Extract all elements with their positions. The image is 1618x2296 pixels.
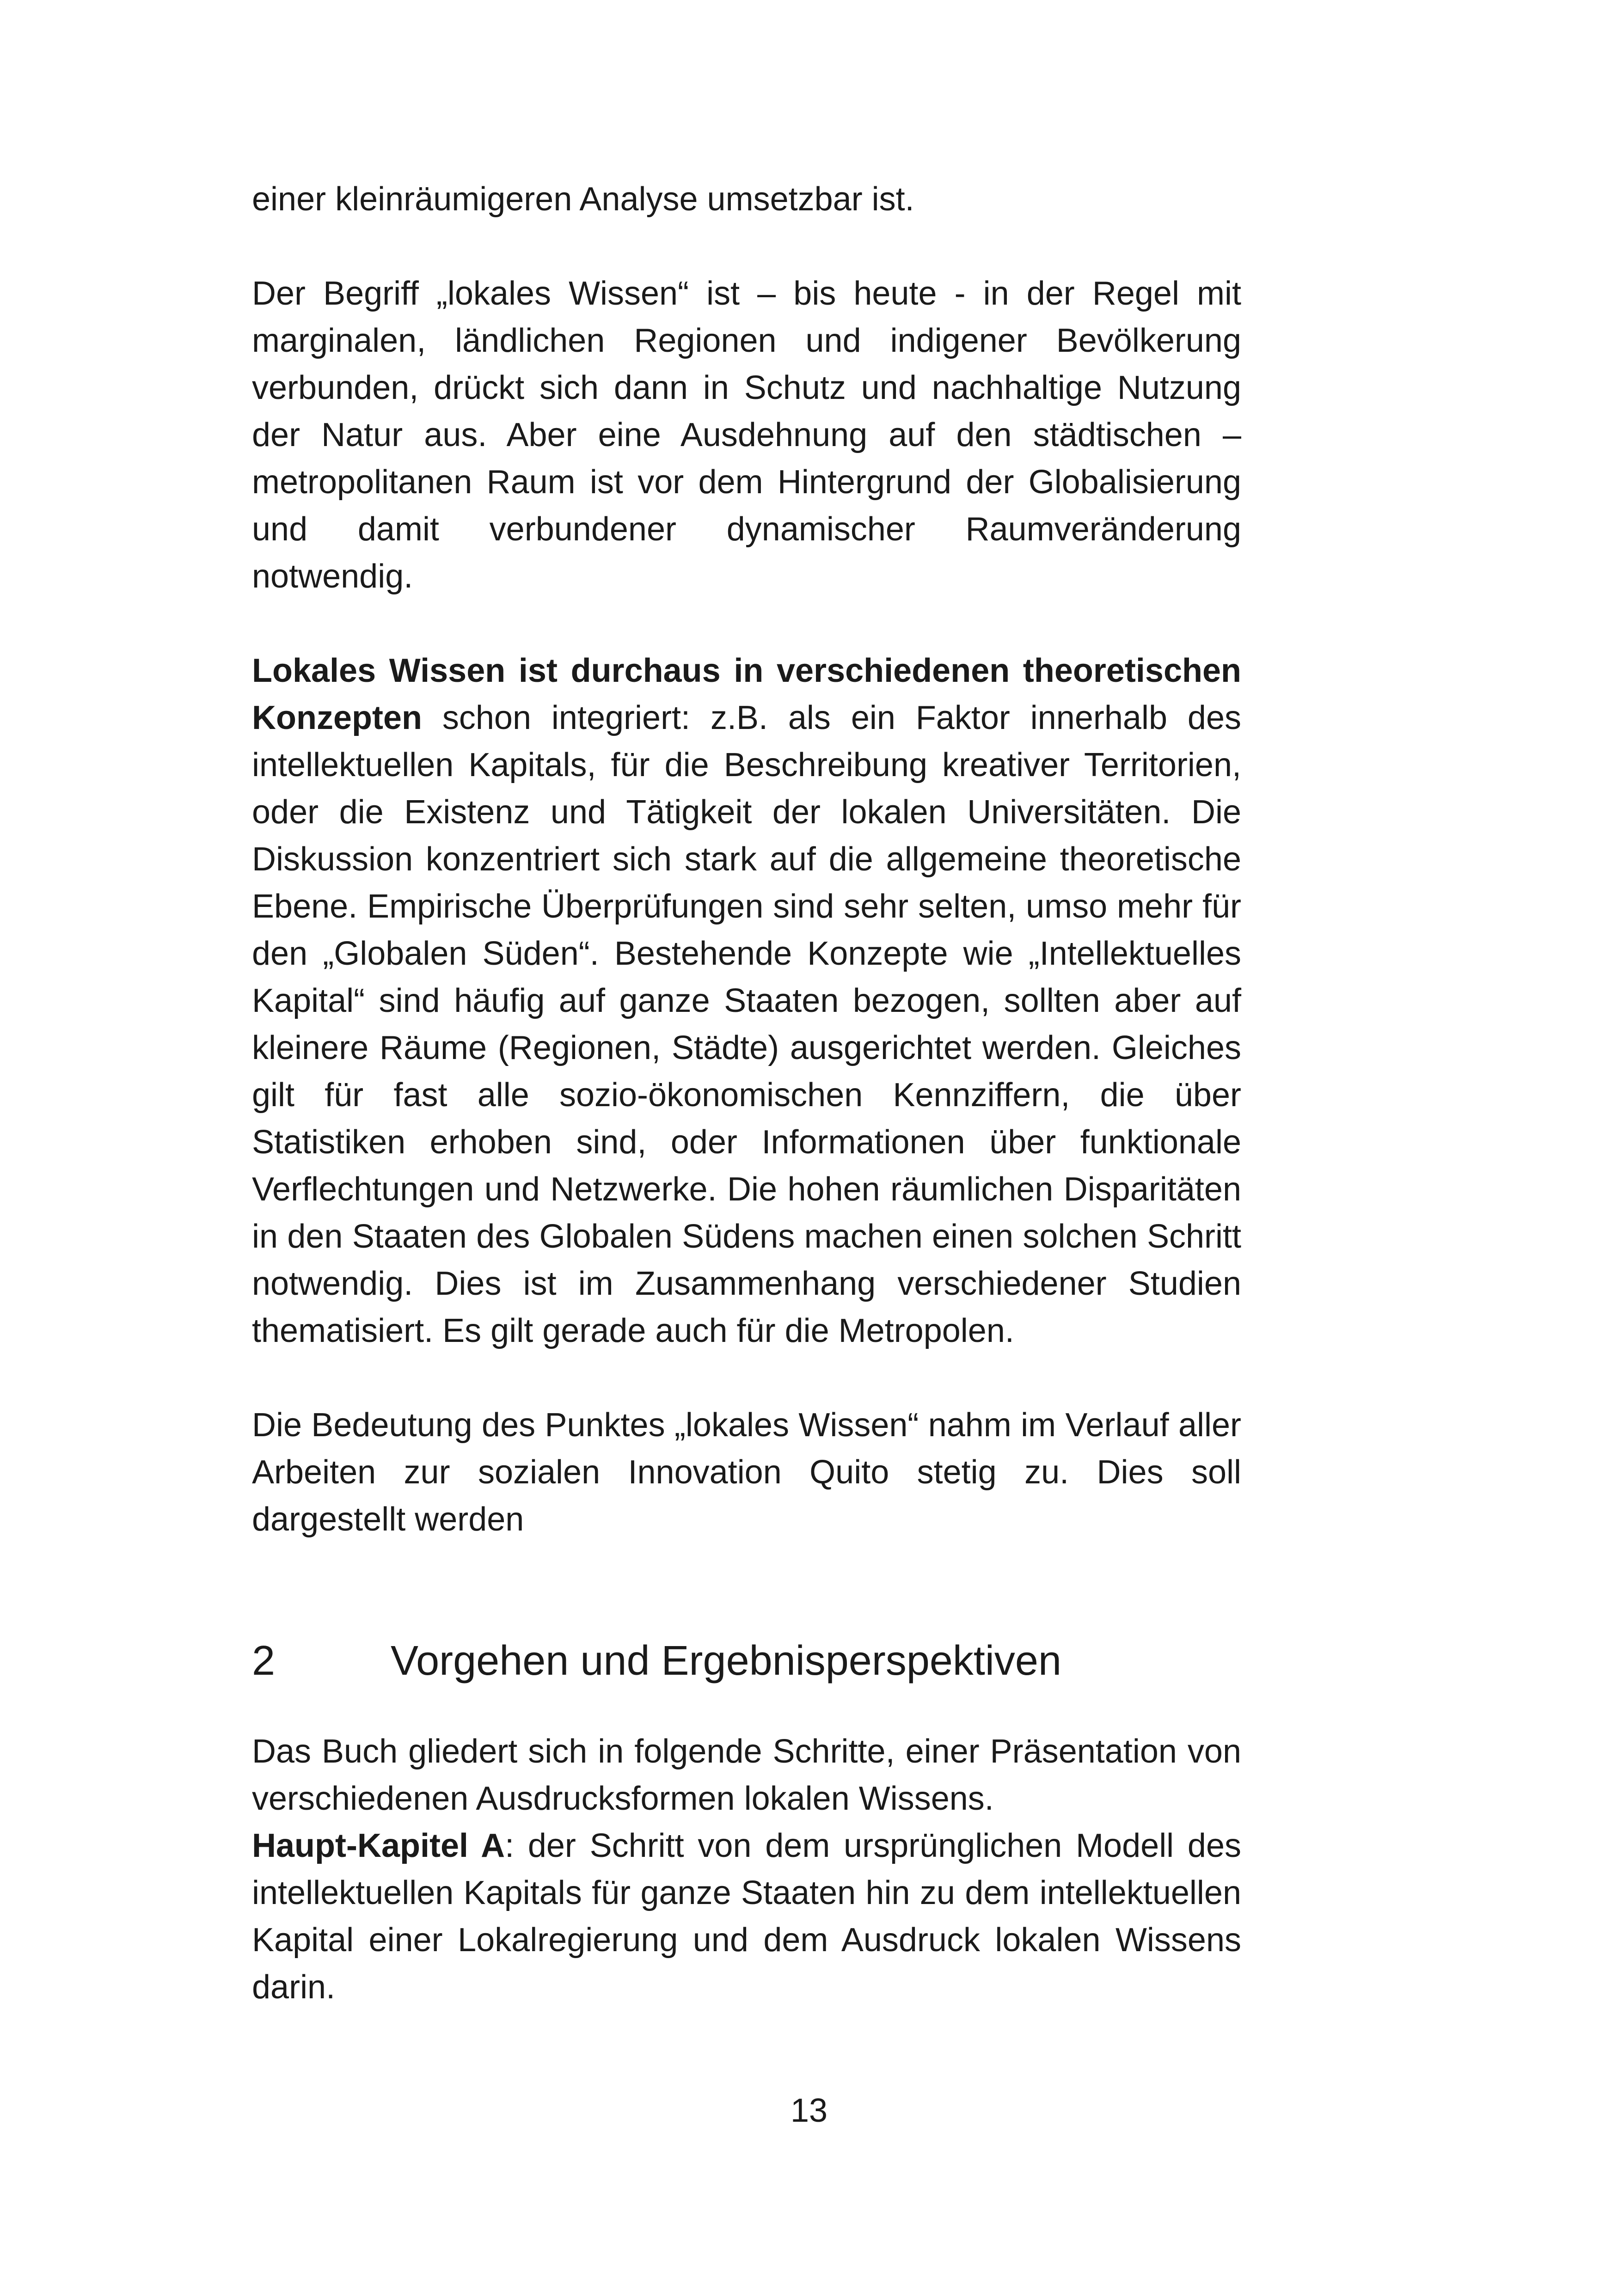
paragraph: Das Buch gliedert sich in folgende Schritte, einer Präsentation von verschiedenen Ausdrucksformen lokalen Wissens. [252,1733,1241,1817]
page-number: 13 [790,2092,828,2129]
paragraph: einer kleinräumigeren Analyse umsetzbar ist. [252,181,914,218]
paragraph [252,647,1241,1354]
paragraph: Der Begriff „lokales Wissen“ ist – bis heute - in der Regel mit marginalen, ländlichen Regionen und indigener Bevölkerung verbunden, drückt sich dann in Schutz und nachhaltige Nutzung der Natur aus. Aber eine Ausdehnung auf den städtischen – metropolitanen Raum ist vor dem Hintergrund der Globalisierung und damit verbundener dynamischer Raumveränderung notwendig. [252,275,1241,595]
section-heading [252,1631,1241,1691]
paragraph [252,1822,1241,2011]
section-number: 2 [252,1638,276,1684]
paragraph-text: schon integriert: z.B. als ein Faktor innerhalb des intellektuellen Kapitals, für die Beschreibung kreativer Territorien, oder die Existenz und Tätigkeit der lokalen Universitäten. Die Diskussion konzentriert sich stark auf die allgemeine theoretische Ebene. Empirische Überprüfungen sind sehr selten, umso mehr für den „Globalen Süden“. Bestehende Konzepte wie „Intellektuelles Kapital“ sind häufig auf ganze Staaten bezogen, sollten aber auf kleinere Räume (Regionen, Städte) ausgerichtet werden. Gleiches gilt für fast alle sozio-ökonomischen Kennziffern, die über Statistiken erhoben sind, oder Informationen über funktionale Verflechtungen und Netzwerke. Die hohen räumlichen Disparitäten in den Staaten des Globalen Südens machen einen solchen Schritt notwendig. Dies ist im Zusammenhang verschiedener Studien thematisiert. Es gilt gerade auch für die Metropolen. [252,699,1241,1349]
paragraph-text: : der Schritt von dem ursprünglichen Modell des intellektuellen Kapitals für ganze Staaten hin zu dem intellektuellen Kapital einer Lokalregierung und dem Ausdruck lokalen Wissens darin. [252,1827,1242,2006]
bold-lead-text: Haupt-Kapitel A [252,1827,505,1864]
bold-lead-text: Lokales Wissen ist durchaus in verschiedenen theoretischen Konzepten [252,652,1241,736]
page-body [252,176,1241,2011]
paragraph: Die Bedeutung des Punktes „lokales Wissen“ nahm im Verlauf aller Arbeiten zur sozialen Innovation Quito stetig zu. Dies soll dargestellt werden [252,1407,1241,1538]
section-title: Vorgehen und Ergebnisperspektiven [391,1638,1062,1684]
